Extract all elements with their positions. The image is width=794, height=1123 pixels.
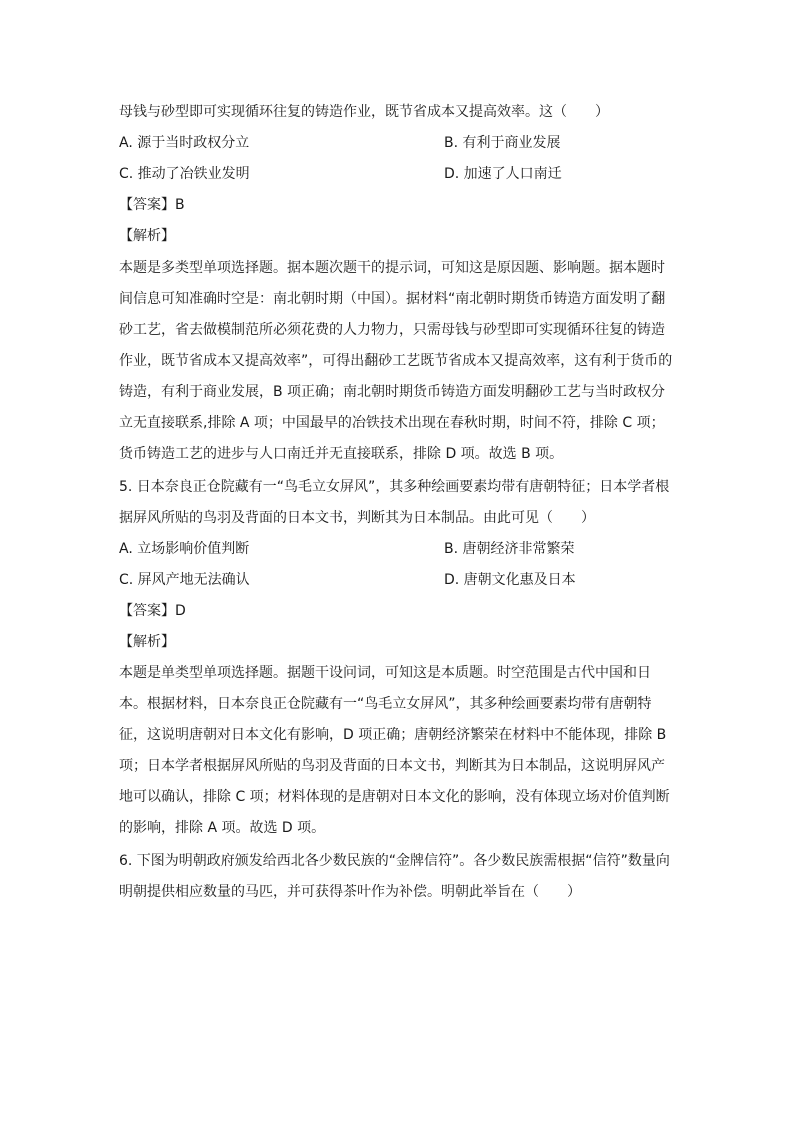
q5-option-b: B. 唐朝经济非常繁荣 <box>444 541 575 557</box>
q5-stem-line: 5. 日本奈良正仓院藏有一“鸟毛立女屏风”，其多种绘画要素均带有唐朝特征；日本学者根 <box>119 479 670 495</box>
q5-analysis-line: 项；日本学者根据屏风所贴的鸟羽及背面的日本文书，判断其为日本制品，这说明屏风产 <box>119 758 665 774</box>
q4-option-b: B. 有利于商业发展 <box>444 135 561 151</box>
q5-analysis-line: 本。根据材料，日本奈良正仓院藏有一“鸟毛立女屏风”，其多种绘画要素均带有唐朝特 <box>119 696 652 712</box>
q4-analysis-line: 间信息可知准确时空是：南北朝时期（中国）。据材料“南北朝时期货币铸造方面发明了翻 <box>119 291 666 307</box>
q5-analysis-line: 征，这说明唐朝对日本文化有影响，D 项正确；唐朝经济繁荣在材料中不能体现，排除 B <box>119 727 667 743</box>
q4-analysis-line: 砂工艺，省去做模制范所必须花费的人力物力，只需母钱与砂型即可实现循环往复的铸造 <box>119 322 665 338</box>
q5-option-d: D. 唐朝文化惠及日本 <box>444 572 576 588</box>
q4-answer: 【答案】B <box>119 197 185 213</box>
q5-analysis-line: 的影响，排除 A 项。故选 D 项。 <box>119 820 326 836</box>
q4-analysis-line: 铸造，有利于商业发展，B 项正确；南北朝时期货币铸造方面发明翻砂工艺与当时政权分 <box>119 384 666 400</box>
q5-analysis-line: 本题是单类型单项选择题。据题干设问词，可知这是本质题。时空范围是古代中国和日 <box>119 665 651 681</box>
q6-stem-line: 明朝提供相应数量的马匹，并可获得茶叶作为补偿。明朝此举旨在（ ） <box>119 884 581 900</box>
q5-analysis-line: 地可以确认，排除 C 项；材料体现的是唐朝对日本文化的影响，没有体现立场对价值判断 <box>119 789 670 805</box>
q6-stem-line: 6. 下图为明朝政府颁发给西北各少数民族的“金牌信符”。各少数民族需根据“信符”数量向 <box>119 853 670 869</box>
q5-option-a: A. 立场影响价值判断 <box>119 541 250 557</box>
q4-analysis-line: 本题是多类型单项选择题。据本题次题干的提示词，可知这是原因题、影响题。据本题时 <box>119 260 665 276</box>
q4-option-c: C. 推动了冶铁业发明 <box>119 166 250 182</box>
q4-analysis-line: 作业，既节省成本又提高效率”，可得出翻砂工艺既节省成本又提高效率，这有利于货币的 <box>119 353 673 369</box>
q5-analysis-label: 【解析】 <box>119 634 175 650</box>
q4-analysis-line: 立无直接联系,排除 A 项；中国最早的冶铁技术出现在春秋时期，时间不符，排除 C 项； <box>119 415 665 431</box>
q4-analysis-line: 货币铸造工艺的进步与人口南迁并无直接联系，排除 D 项。故选 B 项。 <box>119 446 564 462</box>
q4-option-d: D. 加速了人口南迁 <box>444 166 562 182</box>
q5-answer: 【答案】D <box>119 603 186 619</box>
q4-analysis-label: 【解析】 <box>119 228 175 244</box>
q5-stem-line: 据屏风所贴的鸟羽及背面的日本文书，判断其为日本制品。由此可见（ ） <box>119 510 595 526</box>
q4-stem-tail: 母钱与砂型即可实现循环往复的铸造作业，既节省成本又提高效率。这（ ） <box>119 104 609 120</box>
q5-option-c: C. 屏风产地无法确认 <box>119 572 250 588</box>
q4-option-a: A. 源于当时政权分立 <box>119 135 250 151</box>
